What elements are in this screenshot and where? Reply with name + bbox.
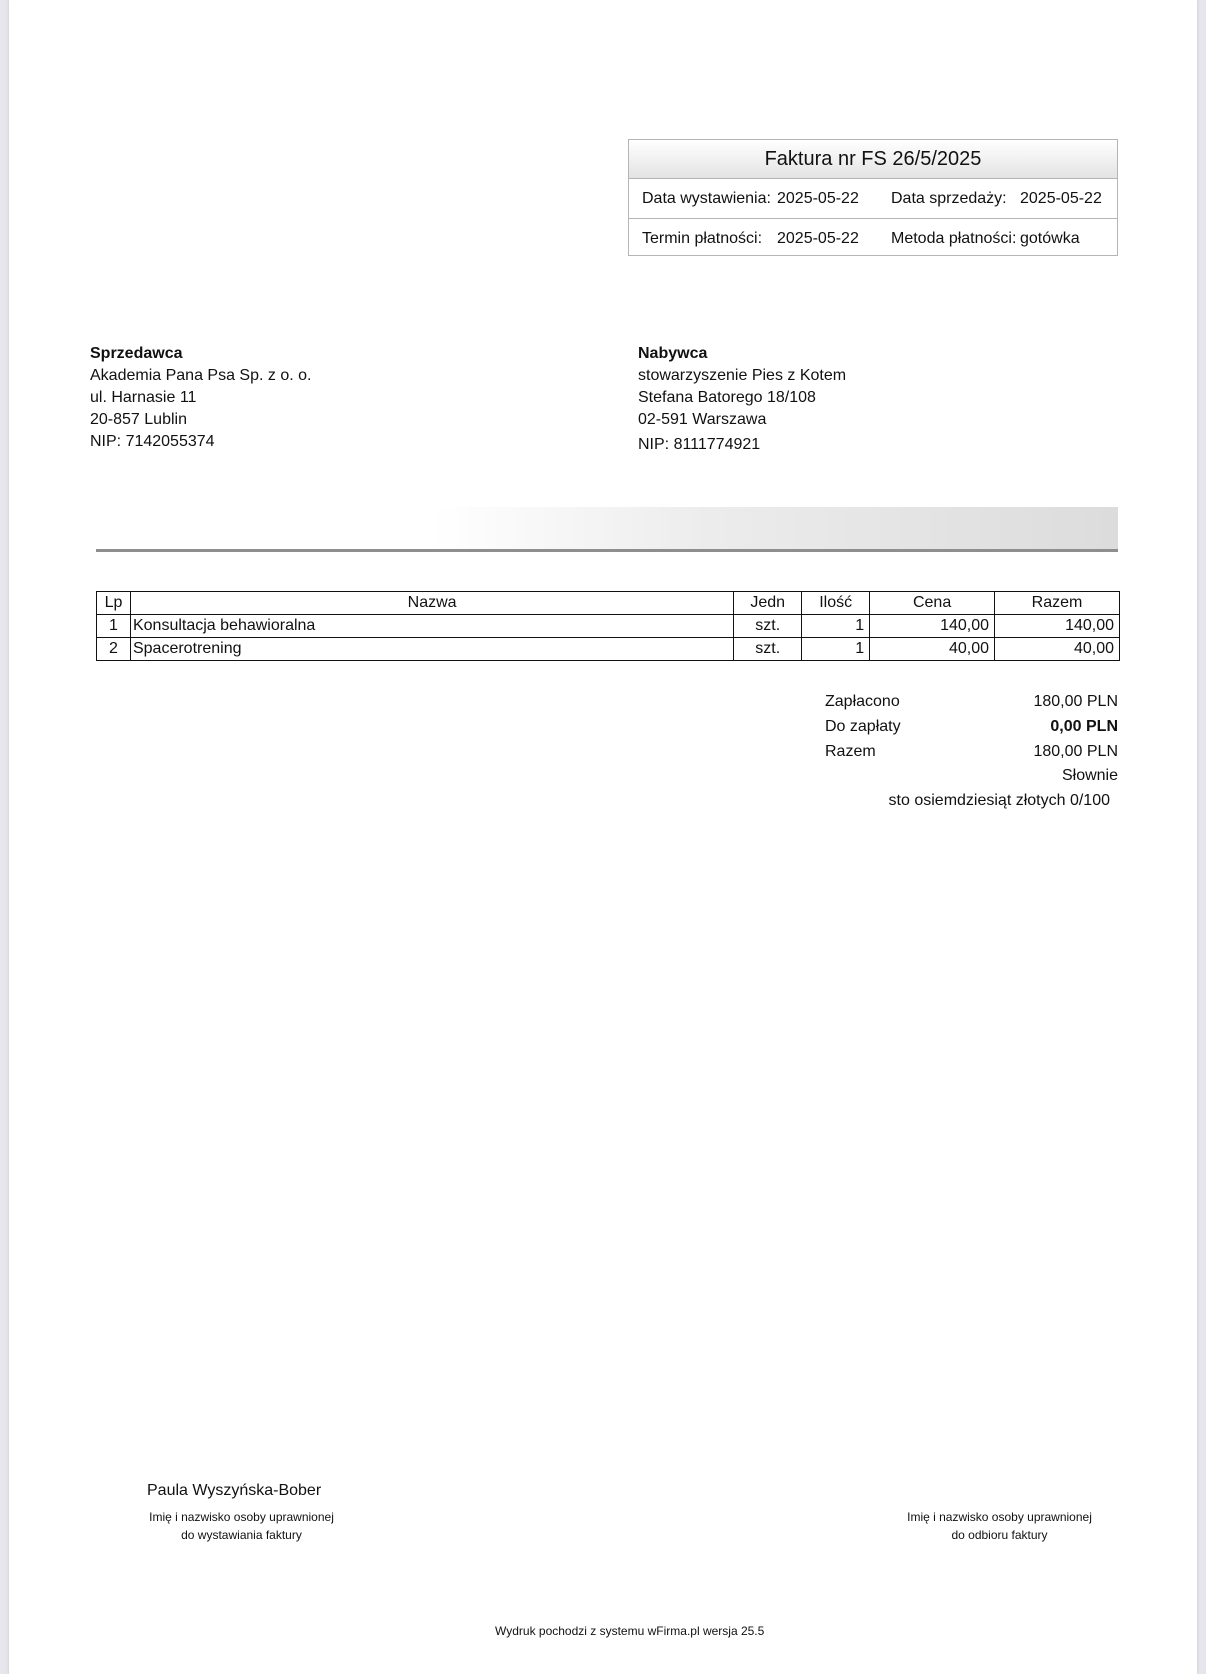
- invoice-payment-row: [629, 218, 1117, 258]
- seller-name: Akademia Pana Psa Sp. z o. o.: [90, 367, 312, 384]
- buyer-city: 02-591 Warszawa: [638, 411, 767, 428]
- col-header-quantity: Ilość: [802, 592, 870, 615]
- print-footer: Wydruk pochodzi z systemu wFirma.pl wersja 25.5: [495, 1624, 765, 1638]
- due-date-label: Termin płatności:: [642, 230, 763, 247]
- due-date-value: 2025-05-22: [777, 230, 859, 247]
- cell-lp: 1: [97, 615, 131, 638]
- seller-city: 20-857 Lublin: [90, 411, 187, 428]
- seller-street: ul. Harnasie 11: [90, 389, 197, 406]
- issuer-name: Paula Wyszyńska-Bober: [147, 1482, 322, 1499]
- seller-heading: Sprzedawca: [90, 345, 183, 362]
- sale-date-label: Data sprzedaży:: [891, 190, 1007, 207]
- decorative-band: [96, 507, 1118, 552]
- col-header-total: Razem: [995, 592, 1120, 615]
- issuer-caption: [129, 1508, 354, 1544]
- table-header-row: [97, 592, 1120, 615]
- amount-due-value: 0,00 PLN: [1050, 718, 1118, 735]
- total-label: Razem: [825, 743, 876, 760]
- amount-in-words-label: Słownie: [1061, 767, 1118, 784]
- table-row: [97, 638, 1120, 661]
- table-row: [97, 615, 1120, 638]
- buyer-name: stowarzyszenie Pies z Kotem: [638, 367, 847, 384]
- invoice-page: [9, 0, 1197, 1674]
- issuer-caption-line-1: Imię i nazwisko osoby uprawnionej: [149, 1510, 334, 1524]
- invoice-dates-row: [629, 179, 1117, 218]
- paid-label: Zapłacono: [825, 693, 900, 710]
- cell-name: Spacerotrening: [130, 638, 733, 661]
- sale-date-value: 2025-05-22: [1020, 190, 1102, 207]
- seller-nip: NIP: 7142055374: [90, 433, 215, 450]
- cell-quantity: 1: [802, 638, 870, 661]
- buyer-heading: Nabywca: [638, 345, 708, 362]
- buyer-nip: NIP: 8111774921: [638, 436, 761, 453]
- paid-value: 180,00 PLN: [1033, 693, 1118, 710]
- issue-date-value: 2025-05-22: [777, 190, 859, 207]
- col-header-unit: Jedn: [734, 592, 802, 615]
- amount-in-words-value: sto osiemdziesiąt złotych 0/100: [888, 792, 1110, 809]
- cell-price: 40,00: [870, 638, 995, 661]
- cell-unit: szt.: [734, 615, 802, 638]
- items-table: [96, 591, 1120, 661]
- amount-due-label: Do zapłaty: [825, 718, 901, 735]
- col-header-lp: Lp: [97, 592, 131, 615]
- col-header-price: Cena: [870, 592, 995, 615]
- issue-date-label: Data wystawienia:: [642, 190, 771, 207]
- payment-method-label: Metoda płatności:: [891, 230, 1017, 247]
- issuer-caption-line-2: do wystawiania faktury: [181, 1528, 302, 1542]
- receiver-caption: [887, 1508, 1112, 1544]
- cell-unit: szt.: [734, 638, 802, 661]
- seller-block: [90, 343, 311, 453]
- invoice-header-box: [628, 139, 1118, 256]
- receiver-caption-line-1: Imię i nazwisko osoby uprawnionej: [907, 1510, 1092, 1524]
- receiver-caption-line-2: do odbioru faktury: [951, 1528, 1048, 1542]
- buyer-block: [638, 343, 846, 456]
- buyer-street: Stefana Batorego 18/108: [638, 389, 816, 406]
- invoice-title: Faktura nr FS 26/5/2025: [629, 140, 1117, 179]
- total-value: 180,00 PLN: [1033, 743, 1118, 760]
- cell-total: 40,00: [995, 638, 1120, 661]
- cell-name: Konsultacja behawioralna: [130, 615, 733, 638]
- cell-total: 140,00: [995, 615, 1120, 638]
- cell-quantity: 1: [802, 615, 870, 638]
- col-header-name: Nazwa: [130, 592, 733, 615]
- cell-lp: 2: [97, 638, 131, 661]
- payment-method-value: gotówka: [1020, 230, 1080, 247]
- cell-price: 140,00: [870, 615, 995, 638]
